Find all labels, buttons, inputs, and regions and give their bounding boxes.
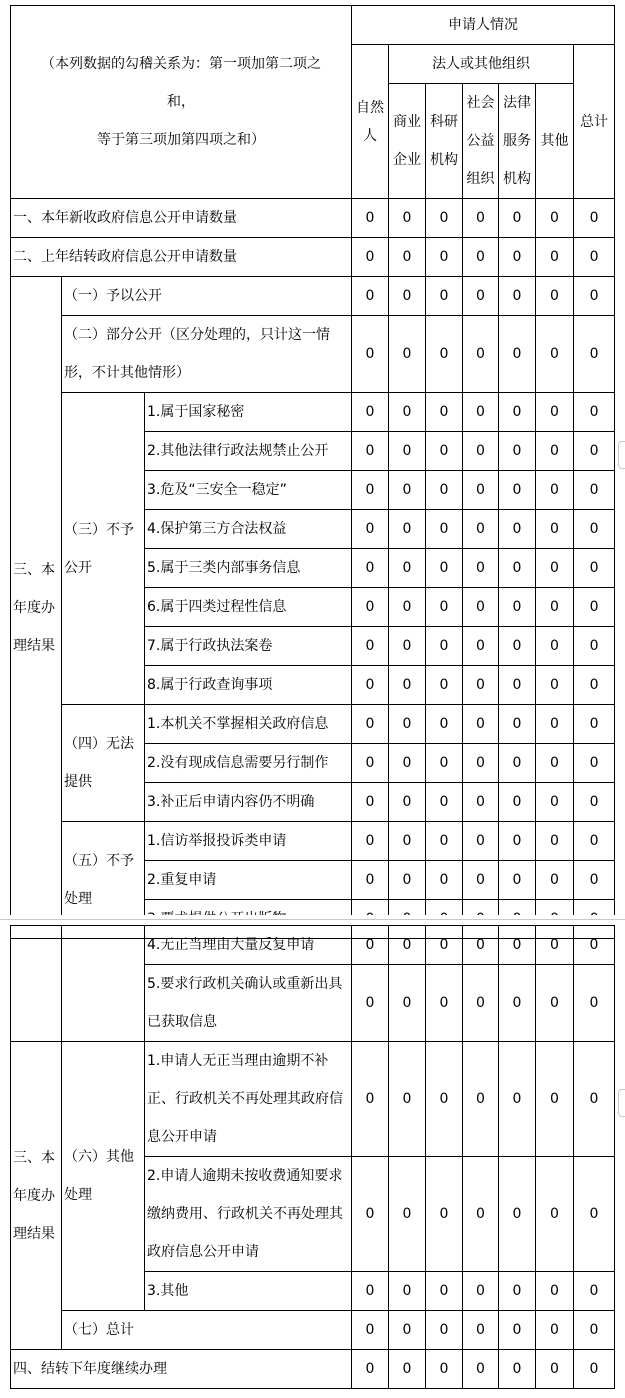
cell-natural: 0	[352, 277, 389, 316]
cell-natural: 0	[352, 316, 389, 393]
cell-natural: 0	[352, 471, 389, 510]
cell-research: 0	[426, 549, 463, 588]
table-row	[11, 316, 615, 393]
cell-total: 0	[574, 1272, 615, 1311]
cell-natural: 0	[352, 926, 389, 965]
row-label: 2.没有现成信息需要另行制作	[145, 744, 352, 783]
cell-other: 0	[536, 238, 574, 277]
cell-commercial: 0	[389, 1272, 426, 1311]
cell-commercial: 0	[389, 1311, 426, 1350]
cell-total: 0	[574, 199, 615, 238]
table-row	[11, 393, 615, 432]
cell-legal-service: 0	[499, 627, 536, 666]
page-edge-tab	[618, 441, 625, 469]
row-label: 2.申请人逾期未按收费通知要求缴纳费用、行政机关不再处理其政府信息公开申请	[145, 1157, 352, 1272]
cell-commercial: 0	[389, 627, 426, 666]
cell-research: 0	[426, 783, 463, 822]
cell-legal-service: 0	[499, 1272, 536, 1311]
cell-total: 0	[574, 238, 615, 277]
cell-total: 0	[574, 393, 615, 432]
cell-commercial: 0	[389, 393, 426, 432]
cell-commercial: 0	[389, 277, 426, 316]
cell-natural: 0	[352, 1311, 389, 1350]
group-label-s3: （三）不予公开	[62, 393, 145, 705]
cell-commercial: 0	[389, 316, 426, 393]
cell-commercial: 0	[389, 588, 426, 627]
cell-legal-service: 0	[499, 588, 536, 627]
table-row	[11, 705, 615, 744]
cell-other: 0	[536, 432, 574, 471]
cell-natural: 0	[352, 965, 389, 1042]
row-label: 8.属于行政查询事项	[145, 666, 352, 705]
cell-other: 0	[536, 1157, 574, 1272]
report-table-page-2	[10, 925, 615, 1389]
cell-commercial: 0	[389, 783, 426, 822]
cell-total: 0	[574, 783, 615, 822]
cell-social: 0	[463, 783, 499, 822]
cell-total: 0	[574, 549, 615, 588]
cell-total: 0	[574, 965, 615, 1042]
cell-other: 0	[536, 783, 574, 822]
page-edge-tab	[618, 1089, 625, 1117]
cell-legal-service: 0	[499, 744, 536, 783]
table-row	[11, 238, 615, 277]
page-separator	[0, 919, 625, 920]
cell-other: 0	[536, 861, 574, 900]
cell-social: 0	[463, 822, 499, 861]
cell-commercial: 0	[389, 238, 426, 277]
cell-natural: 0	[352, 510, 389, 549]
cell-legal-service: 0	[499, 432, 536, 471]
cell-natural: 0	[352, 549, 389, 588]
cell-other: 0	[536, 926, 574, 965]
cell-other: 0	[536, 1350, 574, 1389]
cell-social: 0	[463, 744, 499, 783]
header-note-line-2: 和，	[167, 94, 195, 110]
section-3-label: 三、本年度办理结果	[11, 1042, 62, 1350]
cell-natural: 0	[352, 705, 389, 744]
cell-natural: 0	[352, 783, 389, 822]
cell-total: 0	[574, 432, 615, 471]
cell-legal-service: 0	[499, 666, 536, 705]
cell-other: 0	[536, 1272, 574, 1311]
cell-total: 0	[574, 1157, 615, 1272]
cell-social: 0	[463, 316, 499, 393]
cell-legal-service: 0	[499, 238, 536, 277]
cell-total: 0	[574, 471, 615, 510]
cell-commercial: 0	[389, 1157, 426, 1272]
cell-legal-service: 0	[499, 471, 536, 510]
cell-total: 0	[574, 627, 615, 666]
group-label-s6: （六）其他处理	[62, 1042, 145, 1311]
cell-other: 0	[536, 199, 574, 238]
cell-research: 0	[426, 1272, 463, 1311]
cell-social: 0	[463, 1272, 499, 1311]
header-other: 其他	[536, 84, 574, 199]
cell-total: 0	[574, 588, 615, 627]
cell-other: 0	[536, 393, 574, 432]
cell-legal-service: 0	[499, 965, 536, 1042]
cell-research: 0	[426, 471, 463, 510]
cell-natural: 0	[352, 822, 389, 861]
table-row	[11, 1311, 615, 1350]
cell-social: 0	[463, 277, 499, 316]
table-row	[11, 1350, 615, 1389]
cell-research: 0	[426, 1350, 463, 1389]
row-label: 一、本年新收政府信息公开申请数量	[11, 199, 352, 238]
cell-total: 0	[574, 705, 615, 744]
cell-social: 0	[463, 1311, 499, 1350]
cell-social: 0	[463, 432, 499, 471]
cell-research: 0	[426, 510, 463, 549]
cell-natural: 0	[352, 1272, 389, 1311]
row-label: 7.属于行政执法案卷	[145, 627, 352, 666]
cell-legal-service: 0	[499, 1157, 536, 1272]
cell-other: 0	[536, 1042, 574, 1157]
header-legal-service: 法律服务机构	[499, 84, 536, 199]
table-row	[11, 199, 615, 238]
cell-other: 0	[536, 822, 574, 861]
section-3-label-continued	[11, 926, 62, 1042]
row-label: 4.保护第三方合法权益	[145, 510, 352, 549]
cell-natural: 0	[352, 238, 389, 277]
row-label: 1.申请人无正当理由逾期不补正、行政机关不再处理其政府信息公开申请	[145, 1042, 352, 1157]
cell-social: 0	[463, 861, 499, 900]
cell-commercial: 0	[389, 744, 426, 783]
cell-other: 0	[536, 1311, 574, 1350]
cell-other: 0	[536, 705, 574, 744]
section-3-label: 三、本年度办理结果	[11, 277, 62, 939]
header-applicant: 申请人情况	[352, 6, 615, 45]
cell-total: 0	[574, 277, 615, 316]
row-label: 6.属于四类过程性信息	[145, 588, 352, 627]
cell-other: 0	[536, 316, 574, 393]
cell-social: 0	[463, 510, 499, 549]
cell-total: 0	[574, 822, 615, 861]
cell-commercial: 0	[389, 861, 426, 900]
cell-social: 0	[463, 199, 499, 238]
row-label: （一）予以公开	[62, 277, 352, 316]
cell-legal-service: 0	[499, 861, 536, 900]
row-label: 4.无正当理由大量反复申请	[145, 926, 352, 965]
header-legal: 法人或其他组织	[389, 45, 574, 84]
cell-commercial: 0	[389, 705, 426, 744]
cell-total: 0	[574, 1042, 615, 1157]
cell-natural: 0	[352, 393, 389, 432]
cell-total: 0	[574, 1311, 615, 1350]
cell-social: 0	[463, 627, 499, 666]
cell-commercial: 0	[389, 549, 426, 588]
cell-research: 0	[426, 588, 463, 627]
cell-natural: 0	[352, 666, 389, 705]
cell-social: 0	[463, 926, 499, 965]
cell-total: 0	[574, 1350, 615, 1389]
row-label: 2.重复申请	[145, 861, 352, 900]
cell-commercial: 0	[389, 471, 426, 510]
cell-research: 0	[426, 238, 463, 277]
cell-total: 0	[574, 926, 615, 965]
cell-other: 0	[536, 666, 574, 705]
cell-social: 0	[463, 471, 499, 510]
cell-legal-service: 0	[499, 393, 536, 432]
cell-total: 0	[574, 744, 615, 783]
header-social: 社会公益组织	[463, 84, 499, 199]
cell-legal-service: 0	[499, 1042, 536, 1157]
cell-research: 0	[426, 316, 463, 393]
cell-research: 0	[426, 666, 463, 705]
cell-other: 0	[536, 627, 574, 666]
cell-research: 0	[426, 277, 463, 316]
cell-research: 0	[426, 822, 463, 861]
cell-legal-service: 0	[499, 783, 536, 822]
header-commercial: 商业企业	[389, 84, 426, 199]
cell-commercial: 0	[389, 822, 426, 861]
cell-total: 0	[574, 316, 615, 393]
row-label: 二、上年结转政府信息公开申请数量	[11, 238, 352, 277]
cell-legal-service: 0	[499, 822, 536, 861]
cell-commercial: 0	[389, 926, 426, 965]
row-label: （二）部分公开（区分处理的，只计这一情形，不计其他情形）	[62, 316, 352, 393]
cell-other: 0	[536, 277, 574, 316]
cell-natural: 0	[352, 199, 389, 238]
header-natural: 自然人	[352, 45, 389, 199]
header-total: 总计	[574, 45, 615, 199]
cell-total: 0	[574, 666, 615, 705]
cell-social: 0	[463, 965, 499, 1042]
header-note	[11, 6, 352, 199]
cell-social: 0	[463, 1157, 499, 1272]
report-table-page-1	[10, 5, 615, 939]
cell-research: 0	[426, 432, 463, 471]
cell-total: 0	[574, 510, 615, 549]
cell-commercial: 0	[389, 965, 426, 1042]
row-label: 3.危及“三安全一稳定”	[145, 471, 352, 510]
cell-legal-service: 0	[499, 1350, 536, 1389]
cell-research: 0	[426, 861, 463, 900]
cell-natural: 0	[352, 744, 389, 783]
cell-natural: 0	[352, 588, 389, 627]
cell-other: 0	[536, 965, 574, 1042]
row-label: 1.本机关不掌握相关政府信息	[145, 705, 352, 744]
cell-social: 0	[463, 588, 499, 627]
cell-legal-service: 0	[499, 926, 536, 965]
cell-natural: 0	[352, 1157, 389, 1272]
cell-commercial: 0	[389, 199, 426, 238]
cell-research: 0	[426, 744, 463, 783]
cell-other: 0	[536, 744, 574, 783]
cell-natural: 0	[352, 627, 389, 666]
cell-commercial: 0	[389, 432, 426, 471]
header-note-line-3: 等于第三项加第四项之和）	[97, 132, 265, 148]
group-label-s5: （五）不予处理	[62, 822, 145, 939]
group-label-s4: （四）无法提供	[62, 705, 145, 822]
row-label: 3.其他	[145, 1272, 352, 1311]
row-label: 1.属于国家秘密	[145, 393, 352, 432]
cell-natural: 0	[352, 1042, 389, 1157]
cell-other: 0	[536, 588, 574, 627]
cell-social: 0	[463, 238, 499, 277]
row-label: 四、结转下年度继续办理	[11, 1350, 352, 1389]
row-label: 1.信访举报投诉类申请	[145, 822, 352, 861]
table-row	[11, 926, 615, 965]
cell-commercial: 0	[389, 510, 426, 549]
cell-legal-service: 0	[499, 705, 536, 744]
cell-research: 0	[426, 1157, 463, 1272]
cell-legal-service: 0	[499, 1311, 536, 1350]
cell-social: 0	[463, 549, 499, 588]
cell-research: 0	[426, 199, 463, 238]
header-research: 科研机构	[426, 84, 463, 199]
cell-research: 0	[426, 627, 463, 666]
cell-social: 0	[463, 705, 499, 744]
row-label: 3.补正后申请内容仍不明确	[145, 783, 352, 822]
row-label: 5.要求行政机关确认或重新出具已获取信息	[145, 965, 352, 1042]
row-label: 2.其他法律行政法规禁止公开	[145, 432, 352, 471]
row-label: 5.属于三类内部事务信息	[145, 549, 352, 588]
cell-research: 0	[426, 965, 463, 1042]
cell-research: 0	[426, 393, 463, 432]
cell-research: 0	[426, 1042, 463, 1157]
cell-social: 0	[463, 1042, 499, 1157]
cell-other: 0	[536, 549, 574, 588]
cell-legal-service: 0	[499, 510, 536, 549]
cell-research: 0	[426, 926, 463, 965]
cell-research: 0	[426, 705, 463, 744]
cell-social: 0	[463, 1350, 499, 1389]
table-row	[11, 277, 615, 316]
cell-other: 0	[536, 510, 574, 549]
cell-commercial: 0	[389, 1042, 426, 1157]
page-gap	[0, 915, 625, 925]
cell-commercial: 0	[389, 1350, 426, 1389]
cell-research: 0	[426, 1311, 463, 1350]
table-row	[11, 822, 615, 861]
cell-natural: 0	[352, 432, 389, 471]
cell-social: 0	[463, 666, 499, 705]
cell-legal-service: 0	[499, 277, 536, 316]
cell-social: 0	[463, 393, 499, 432]
table-row	[11, 1042, 615, 1157]
header-note-line-1: （本列数据的勾稽关系为：第一项加第二项之	[41, 56, 321, 72]
cell-other: 0	[536, 471, 574, 510]
cell-legal-service: 0	[499, 199, 536, 238]
group-label-s5-continued	[62, 926, 145, 1042]
cell-natural: 0	[352, 861, 389, 900]
cell-commercial: 0	[389, 666, 426, 705]
row-label: （七）总计	[62, 1311, 352, 1350]
cell-legal-service: 0	[499, 316, 536, 393]
cell-legal-service: 0	[499, 549, 536, 588]
cell-total: 0	[574, 861, 615, 900]
cell-natural: 0	[352, 1350, 389, 1389]
